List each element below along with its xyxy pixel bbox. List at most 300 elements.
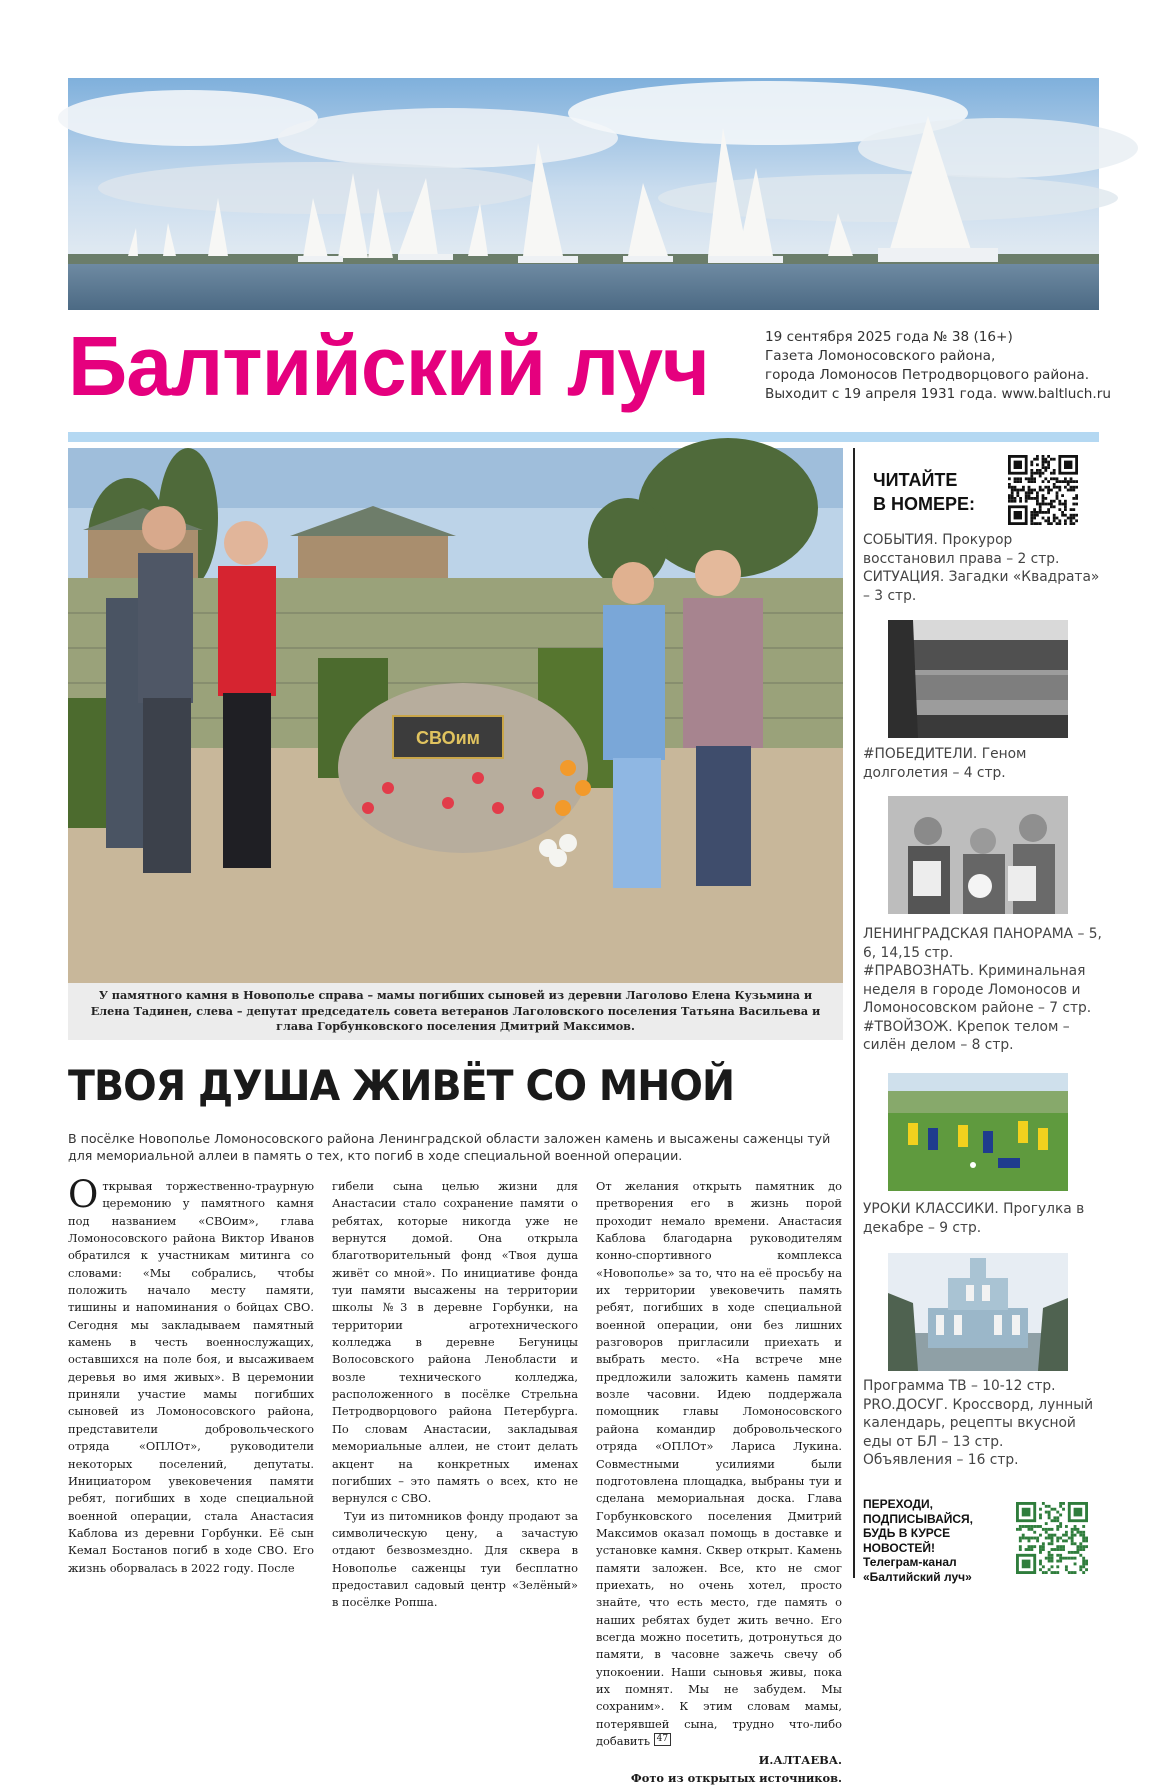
qr-module bbox=[1036, 503, 1039, 506]
qr-module bbox=[1082, 1534, 1085, 1537]
qr-module bbox=[1065, 1531, 1068, 1534]
qr-module bbox=[1072, 480, 1075, 483]
page-ref-badge: 47 bbox=[654, 1733, 671, 1746]
qr-module bbox=[1059, 1522, 1062, 1525]
qr-module bbox=[1053, 477, 1056, 480]
qr-module bbox=[1025, 1548, 1028, 1551]
qr-module bbox=[1039, 1534, 1042, 1537]
qr-module bbox=[1047, 503, 1050, 506]
toc-block-5 bbox=[863, 1377, 1103, 1470]
qr-module bbox=[1056, 480, 1059, 483]
qr-module bbox=[1048, 1516, 1051, 1519]
qr-module bbox=[1071, 1528, 1074, 1531]
qr-module bbox=[1082, 1525, 1085, 1528]
masthead-divider bbox=[68, 432, 1099, 442]
qr-module bbox=[1079, 1534, 1082, 1537]
qr-module bbox=[1074, 1571, 1077, 1574]
qr-module bbox=[1044, 503, 1047, 506]
qr-module bbox=[1045, 1557, 1048, 1560]
qr-module bbox=[1079, 1568, 1082, 1571]
qr-module bbox=[1030, 469, 1033, 472]
qr-module bbox=[1042, 463, 1045, 466]
toc-item[interactable]: #ПРАВОЗНАТЬ. Криминальная неделя в городе Ломоносов и Ломоносовском районе – 7 стр. bbox=[863, 963, 1092, 1016]
qr-module bbox=[1053, 1508, 1056, 1511]
qr-module bbox=[1072, 497, 1075, 500]
qr-module bbox=[1030, 497, 1033, 500]
qr-module bbox=[1053, 1571, 1056, 1574]
qr-module bbox=[1044, 469, 1047, 472]
qr-module bbox=[1008, 494, 1011, 497]
qr-module bbox=[1051, 1534, 1054, 1537]
qr-module bbox=[1047, 480, 1050, 483]
promo-line: «Балтийский луч» bbox=[863, 1569, 972, 1584]
qr-module bbox=[1075, 514, 1078, 517]
qr-module bbox=[1068, 1551, 1071, 1554]
qr-module bbox=[1071, 1534, 1074, 1537]
issue-info bbox=[765, 328, 1111, 404]
qr-module bbox=[1048, 1534, 1051, 1537]
qr-module bbox=[1019, 1545, 1022, 1548]
qr-module bbox=[1064, 503, 1067, 506]
qr-module bbox=[1039, 511, 1042, 514]
qr-module bbox=[1019, 1537, 1022, 1540]
qr-module bbox=[1036, 458, 1039, 461]
qr-module bbox=[1075, 486, 1078, 489]
qr-module bbox=[1039, 486, 1042, 489]
qr-module bbox=[1030, 511, 1033, 514]
qr-module bbox=[1033, 508, 1036, 511]
toc-item[interactable]: PRO.ДОСУГ. Кроссворд, лунный календарь, рецепты вкусной еды от БЛ – 13 стр. bbox=[863, 1396, 1094, 1450]
qr-module bbox=[1036, 491, 1039, 494]
qr-module bbox=[1056, 1525, 1059, 1528]
qr-finder bbox=[1014, 511, 1022, 519]
toc-item[interactable]: УРОКИ КЛАССИКИ. Прогулка в декабре – 9 стр. bbox=[863, 1201, 1085, 1236]
qr-module bbox=[1016, 1528, 1019, 1531]
qr-module bbox=[1030, 477, 1033, 480]
qr-module bbox=[1033, 1545, 1036, 1548]
qr-module bbox=[1070, 514, 1073, 517]
promo-line: ПЕРЕХОДИ, bbox=[863, 1497, 934, 1511]
qr-module bbox=[1042, 517, 1045, 520]
photo-credit: Фото из открытых источников. bbox=[630, 1770, 842, 1785]
qr-module bbox=[1050, 472, 1053, 475]
qr-module bbox=[1075, 480, 1078, 483]
qr-module bbox=[1045, 1537, 1048, 1540]
qr-module bbox=[1048, 1568, 1051, 1571]
read-title-line-2: В НОМЕРЕ: bbox=[873, 494, 976, 514]
qr-module bbox=[1039, 1514, 1042, 1517]
qr-module bbox=[1042, 480, 1045, 483]
qr-module bbox=[1056, 1528, 1059, 1531]
qr-module bbox=[1028, 480, 1031, 483]
qr-module bbox=[1061, 514, 1064, 517]
qr-module bbox=[1085, 1562, 1088, 1565]
qr-module bbox=[1030, 480, 1033, 483]
qr-module bbox=[1044, 466, 1047, 469]
qr-module bbox=[1030, 1545, 1033, 1548]
qr-module bbox=[1065, 1565, 1068, 1568]
qr-module bbox=[1065, 1525, 1068, 1528]
qr-module bbox=[1019, 1525, 1022, 1528]
qr-module bbox=[1030, 475, 1033, 478]
qr-module bbox=[1039, 508, 1042, 511]
qr-module bbox=[1028, 486, 1031, 489]
qr-module bbox=[1030, 1525, 1033, 1528]
qr-module bbox=[1030, 514, 1033, 517]
qr-module bbox=[1033, 514, 1036, 517]
qr-module bbox=[1064, 486, 1067, 489]
qr-module bbox=[1072, 489, 1075, 492]
qr-module bbox=[1047, 466, 1050, 469]
qr-module bbox=[1039, 522, 1042, 525]
qr-module bbox=[1008, 497, 1011, 500]
qr-module bbox=[1011, 500, 1014, 503]
qr-finder bbox=[1022, 1508, 1031, 1517]
qr-module bbox=[1056, 1511, 1059, 1514]
qr-module bbox=[1042, 1548, 1045, 1551]
article-lead: В посёлке Новополье Ломоносовского района Ленинградской области заложен камень и высажены саженцы туй для мемориальной аллеи в память о тех, кто погиб в ходе специальной военной операции. bbox=[68, 1131, 831, 1163]
qr-module bbox=[1047, 486, 1050, 489]
qr-module bbox=[1048, 1560, 1051, 1563]
qr-module bbox=[1039, 472, 1042, 475]
main-photo-caption: У памятного камня в Новополье справа – мамы погибших сыновей из деревни Лаголово Елена Кузьмина и Елена Тадинен, слева – депутат председатель совета ветеранов Лаголовского поселения Татьяна Васильева и глава Горбунковского поселения Дмитрий Максимов. bbox=[68, 983, 843, 1040]
qr-module bbox=[1082, 1531, 1085, 1534]
qr-module bbox=[1036, 1537, 1039, 1540]
qr-module bbox=[1059, 1554, 1062, 1557]
qr-module bbox=[1061, 494, 1064, 497]
qr-module bbox=[1030, 519, 1033, 522]
qr-module bbox=[1047, 491, 1050, 494]
qr-module bbox=[1067, 517, 1070, 520]
qr-module bbox=[1074, 1525, 1077, 1528]
qr-module bbox=[1008, 477, 1011, 480]
article-column-3 bbox=[596, 1178, 842, 1787]
qr-module bbox=[1044, 497, 1047, 500]
qr-module bbox=[1079, 1554, 1082, 1557]
qr-module bbox=[1051, 1565, 1054, 1568]
qr-module bbox=[1045, 1505, 1048, 1508]
qr-module bbox=[1039, 1562, 1042, 1565]
qr-module bbox=[1047, 461, 1050, 464]
qr-module bbox=[1053, 486, 1056, 489]
qr-module bbox=[1059, 1557, 1062, 1560]
qr-module bbox=[1072, 522, 1075, 525]
qr-module bbox=[1056, 1516, 1059, 1519]
qr-module bbox=[1074, 1562, 1077, 1565]
qr-module bbox=[1050, 522, 1053, 525]
qr-module bbox=[1014, 486, 1017, 489]
qr-module bbox=[1014, 477, 1017, 480]
qr-module bbox=[1025, 1525, 1028, 1528]
qr-module bbox=[1059, 1502, 1062, 1505]
qr-module bbox=[1036, 497, 1039, 500]
qr-module bbox=[1058, 522, 1061, 525]
toc-item[interactable]: #ТВОЙЗОЖ. Крепок телом – силён делом – 8 стр. bbox=[863, 1018, 1070, 1053]
qr-module bbox=[1064, 477, 1067, 480]
qr-module bbox=[1022, 1525, 1025, 1528]
qr-module bbox=[1074, 1542, 1077, 1545]
qr-module bbox=[1048, 1505, 1051, 1508]
qr-module bbox=[1072, 503, 1075, 506]
promo-line: НОВОСТЕЙ! bbox=[863, 1540, 936, 1555]
qr-module bbox=[1047, 522, 1050, 525]
qr-module bbox=[1030, 522, 1033, 525]
qr-module bbox=[1019, 497, 1022, 500]
qr-module bbox=[1053, 469, 1056, 472]
qr-module bbox=[1028, 1528, 1031, 1531]
toc-block-2 bbox=[863, 745, 1103, 782]
qr-module bbox=[1036, 514, 1039, 517]
qr-module bbox=[1036, 463, 1039, 466]
qr-module bbox=[1030, 491, 1033, 494]
side-photo-football bbox=[888, 1073, 1068, 1191]
qr-module bbox=[1025, 500, 1028, 503]
masthead-title: Балтийский луч bbox=[68, 319, 709, 413]
qr-module bbox=[1033, 477, 1036, 480]
qr-module bbox=[1072, 514, 1075, 517]
toc-item[interactable]: Программа ТВ – 10-12 стр. bbox=[863, 1378, 1056, 1394]
qr-module bbox=[1044, 461, 1047, 464]
qr-module bbox=[1064, 508, 1067, 511]
qr-module bbox=[1082, 1562, 1085, 1565]
toc-block-3 bbox=[863, 925, 1103, 1055]
qr-module bbox=[1047, 519, 1050, 522]
qr-module bbox=[1058, 508, 1061, 511]
qr-module bbox=[1039, 505, 1042, 508]
qr-module bbox=[1008, 500, 1011, 503]
qr-module bbox=[1053, 458, 1056, 461]
qr-module bbox=[1042, 494, 1045, 497]
qr-module bbox=[1075, 497, 1078, 500]
qr-module bbox=[1044, 511, 1047, 514]
qr-module bbox=[1030, 517, 1033, 520]
qr-module bbox=[1053, 514, 1056, 517]
qr-module bbox=[1050, 477, 1053, 480]
toc-block-1 bbox=[863, 531, 1103, 605]
side-photo-winners bbox=[888, 796, 1068, 914]
qr-module bbox=[1070, 522, 1073, 525]
qr-module bbox=[1019, 477, 1022, 480]
qr-module bbox=[1079, 1545, 1082, 1548]
qr-module bbox=[1079, 1531, 1082, 1534]
article-column-2 bbox=[332, 1178, 578, 1612]
qr-module bbox=[1056, 522, 1059, 525]
toc-item[interactable]: СИТУАЦИЯ. Загадки «Квадрата» – 3 стр. bbox=[863, 569, 1100, 604]
qr-module bbox=[1008, 486, 1011, 489]
stone-plate-text: СВОим bbox=[416, 728, 480, 748]
qr-module bbox=[1051, 1542, 1054, 1545]
qr-module bbox=[1042, 461, 1045, 464]
qr-module bbox=[1028, 1537, 1031, 1540]
toc-item[interactable]: ЛЕНИНГРАДСКАЯ ПАНОРАМА – 5, 6, 14,15 стр. bbox=[863, 926, 1102, 961]
qr-module bbox=[1030, 1537, 1033, 1540]
qr-module bbox=[1047, 517, 1050, 520]
qr-module bbox=[1039, 475, 1042, 478]
qr-module bbox=[1082, 1560, 1085, 1563]
qr-module bbox=[1050, 505, 1053, 508]
qr-module bbox=[1033, 1537, 1036, 1540]
qr-module bbox=[1062, 1545, 1065, 1548]
qr-module bbox=[1062, 1508, 1065, 1511]
qr-module bbox=[1025, 491, 1028, 494]
qr-module bbox=[1051, 1548, 1054, 1551]
qr-module bbox=[1082, 1539, 1085, 1542]
promo-line: БУДЬ В КУРСЕ bbox=[863, 1526, 951, 1540]
qr-module bbox=[1071, 1537, 1074, 1540]
qr-module bbox=[1064, 500, 1067, 503]
toc-item[interactable]: Объявления – 16 стр. bbox=[863, 1452, 1019, 1468]
qr-module bbox=[1053, 519, 1056, 522]
qr-module bbox=[1050, 500, 1053, 503]
qr-module bbox=[1079, 1565, 1082, 1568]
article-paragraph-3-cont: От желания открыть памятник до претворения его в жизнь порой проходит немало времени. Анастасия Каблова благодарна руководителям конно-спортивного комплекса «Новополье» за то, что на её просьбу на их территории увековечить память ребят, погибших в ходе специальной военной операции, они без лишних разговоров пригласили приехать и выбрать место. «На встрече мне предложили заложить камень памяти возле часовни. Идею поддержала помощник главы Ломоносовского района командир добровольческого отряда «ОПЛОт» Лариса Лукина. Совместными усилиями были подготовлена площадка, выбраны туи и сделана мемориальная доска. Глава Горбунковского поселения Дмитрий Максимов оказал помощь в доставке и установке камня. Сквер открыт. Камень памяти заложен. Все, кто не смог приехать, но очень хотел, просто знайте, что есть место, где память о наших ребятах будет жить вечно. Его всегда можно посетить, дотронуться до памяти, в часовне зажечь свечу об упокоении. Наши сыновья живы, пока их помнят. Мы не забудем. Мы сохраним». К этим словам мамы, потерявшей сына, трудно что-либо добавить 47 bbox=[596, 1179, 842, 1748]
qr-module bbox=[1085, 1568, 1088, 1571]
qr-module bbox=[1062, 1539, 1065, 1542]
qr-module bbox=[1056, 1571, 1059, 1574]
qr-module bbox=[1058, 500, 1061, 503]
qr-module bbox=[1039, 1548, 1042, 1551]
qr-module bbox=[1085, 1539, 1088, 1542]
qr-module bbox=[1058, 489, 1061, 492]
qr-module bbox=[1028, 494, 1031, 497]
qr-module bbox=[1062, 1548, 1065, 1551]
qr-module bbox=[1036, 1525, 1039, 1528]
qr-module bbox=[1042, 458, 1045, 461]
side-photo-palace bbox=[888, 1253, 1068, 1371]
qr-module bbox=[1074, 1557, 1077, 1560]
qr-module bbox=[1061, 503, 1064, 506]
qr-module bbox=[1076, 1548, 1079, 1551]
qr-module bbox=[1056, 477, 1059, 480]
qr-module bbox=[1065, 1568, 1068, 1571]
qr-module bbox=[1048, 1537, 1051, 1540]
qr-module bbox=[1050, 503, 1053, 506]
qr-module bbox=[1042, 1545, 1045, 1548]
qr-module bbox=[1051, 1560, 1054, 1563]
qr-module bbox=[1028, 1525, 1031, 1528]
article-paragraph-2: Туи из питомников фонду продают за символическую цену, а зачастую отдают безвозмездно. Для сквера в Новополье саженцы туи бесплатно предоставил садовый центр «Зелёный» в посёлке Ропша. bbox=[332, 1508, 578, 1610]
qr-module bbox=[1039, 1545, 1042, 1548]
promo-line: Телеграм-канал bbox=[863, 1555, 957, 1569]
qr-module bbox=[1065, 1534, 1068, 1537]
qr-module bbox=[1028, 489, 1031, 492]
qr-module bbox=[1044, 519, 1047, 522]
qr-module bbox=[1033, 458, 1036, 461]
toc-item[interactable]: СОБЫТИЯ. Прокурор восстановил права – 2 стр. bbox=[863, 532, 1060, 567]
qr-module bbox=[1011, 489, 1014, 492]
dropcap: О bbox=[68, 1173, 99, 1216]
qr-module bbox=[1022, 1534, 1025, 1537]
qr-module bbox=[1016, 480, 1019, 483]
qr-module bbox=[1030, 1528, 1033, 1531]
qr-module bbox=[1039, 489, 1042, 492]
qr-module bbox=[1056, 1554, 1059, 1557]
qr-module bbox=[1070, 480, 1073, 483]
issue-description: Газета Ломоносовского района, bbox=[765, 348, 996, 364]
qr-module bbox=[1048, 1554, 1051, 1557]
qr-module bbox=[1062, 1502, 1065, 1505]
qr-module bbox=[1053, 472, 1056, 475]
qr-module bbox=[1071, 1551, 1074, 1554]
qr-module bbox=[1030, 489, 1033, 492]
qr-module bbox=[1053, 505, 1056, 508]
qr-module bbox=[1051, 1557, 1054, 1560]
article-headline: ТВОЯ ДУША ЖИВЁТ СО МНОЙ bbox=[68, 1061, 735, 1110]
qr-module bbox=[1030, 461, 1033, 464]
qr-module bbox=[1058, 503, 1061, 506]
qr-code-telegram[interactable] bbox=[1016, 1502, 1088, 1574]
qr-module bbox=[1056, 1539, 1059, 1542]
qr-module bbox=[1076, 1528, 1079, 1531]
qr-module bbox=[1042, 489, 1045, 492]
qr-module bbox=[1048, 1551, 1051, 1554]
qr-module bbox=[1028, 1548, 1031, 1551]
qr-module bbox=[1048, 1511, 1051, 1514]
qr-module bbox=[1070, 486, 1073, 489]
qr-module bbox=[1056, 491, 1059, 494]
qr-module bbox=[1039, 503, 1042, 506]
qr-module bbox=[1074, 1534, 1077, 1537]
qr-module bbox=[1039, 469, 1042, 472]
qr-module bbox=[1044, 477, 1047, 480]
qr-module bbox=[1039, 1560, 1042, 1563]
qr-module bbox=[1036, 522, 1039, 525]
qr-module bbox=[1053, 1516, 1056, 1519]
qr-module bbox=[1044, 458, 1047, 461]
qr-module bbox=[1036, 494, 1039, 497]
qr-module bbox=[1014, 489, 1017, 492]
article-author: И.АЛТАЕВА. bbox=[758, 1753, 842, 1768]
qr-module bbox=[1033, 497, 1036, 500]
qr-module bbox=[1033, 480, 1036, 483]
qr-module bbox=[1071, 1571, 1074, 1574]
qr-module bbox=[1047, 508, 1050, 511]
qr-module bbox=[1085, 1537, 1088, 1540]
qr-module bbox=[1042, 466, 1045, 469]
qr-module bbox=[1072, 486, 1075, 489]
qr-module bbox=[1045, 1511, 1048, 1514]
qr-module bbox=[1033, 1531, 1036, 1534]
toc-item[interactable]: #ПОБЕДИТЕЛИ. Геном долголетия – 4 стр. bbox=[863, 746, 1027, 781]
qr-module bbox=[1056, 1537, 1059, 1540]
qr-module bbox=[1036, 511, 1039, 514]
qr-module bbox=[1070, 477, 1073, 480]
qr-module bbox=[1061, 511, 1064, 514]
qr-module bbox=[1042, 511, 1045, 514]
qr-module bbox=[1033, 489, 1036, 492]
qr-module bbox=[1042, 500, 1045, 503]
qr-module bbox=[1019, 500, 1022, 503]
qr-module bbox=[1042, 503, 1045, 506]
qr-module bbox=[1085, 1545, 1088, 1548]
qr-module bbox=[1019, 1548, 1022, 1551]
qr-code-top[interactable] bbox=[1008, 455, 1078, 525]
qr-module bbox=[1065, 1557, 1068, 1560]
qr-module bbox=[1085, 1560, 1088, 1563]
qr-module bbox=[1039, 1551, 1042, 1554]
qr-module bbox=[1028, 1545, 1031, 1548]
qr-module bbox=[1062, 1557, 1065, 1560]
qr-module bbox=[1025, 497, 1028, 500]
qr-module bbox=[1019, 1528, 1022, 1531]
qr-module bbox=[1056, 1560, 1059, 1563]
banner-photo-regatta bbox=[68, 78, 1099, 310]
qr-module bbox=[1082, 1537, 1085, 1540]
qr-module bbox=[1028, 491, 1031, 494]
article-paragraph-1-cont: гибели сына целью жизни для Анастасии стало сохранение памяти о ребятах, которые никогда уже не вернутся домой. Она открыла благотворительный фонд «Твоя душа живёт со мной». По инициативе фонда туи памяти высажены на территории школы №3 в деревне Горбунки, на территории агротехнического колледжа в деревне Бегуницы Волосовского района Ленобласти и возле технического колледжа, расположенного в посёлке Стрельна Петродворцового района Петербурга. По словам Анастасии, закладывая мемориальные аллеи, не стоит делать акцент на конкретных именах погибших – это память о всех, кто не вернулся с СВО. bbox=[332, 1179, 578, 1506]
qr-module bbox=[1028, 477, 1031, 480]
qr-module bbox=[1058, 480, 1061, 483]
